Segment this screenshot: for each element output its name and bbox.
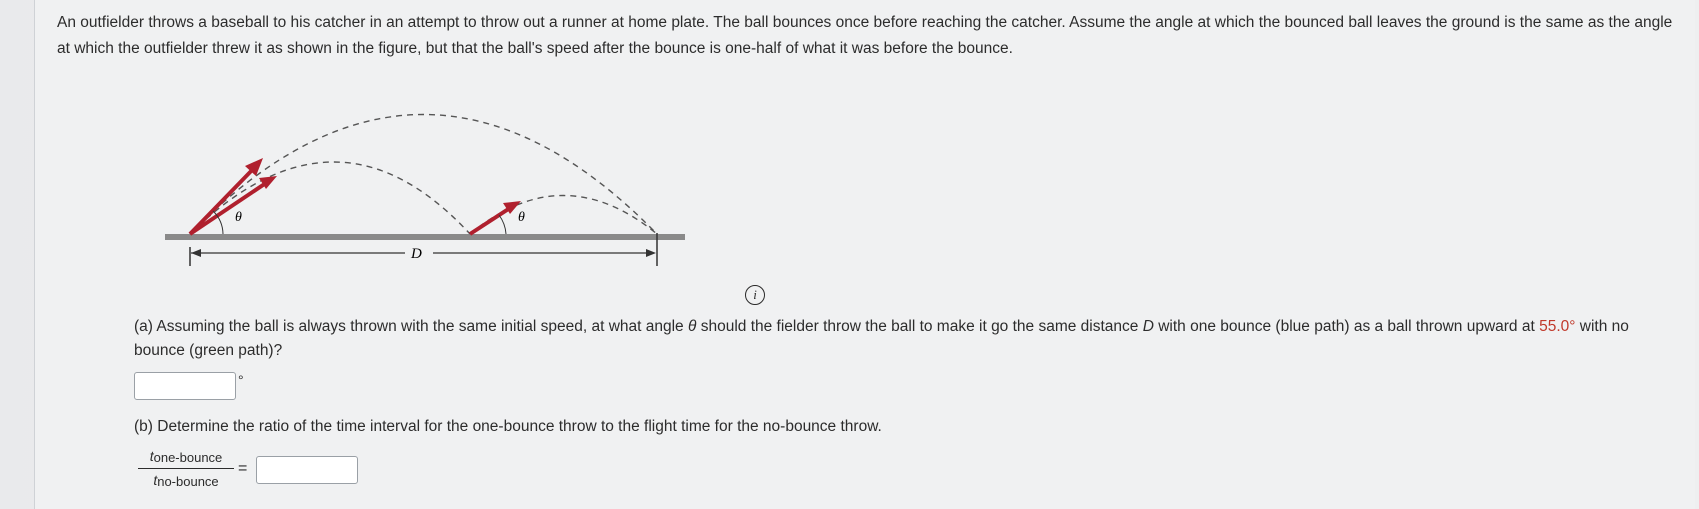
distance-label: D <box>411 246 422 262</box>
part-a-unit: ° <box>238 372 244 388</box>
distance-arrowhead-right <box>646 249 656 257</box>
numerator-subscript: one-bounce <box>153 450 223 465</box>
equals-sign: = <box>238 460 248 477</box>
part-b-answer-input[interactable] <box>256 456 358 484</box>
part-a-angle-value: 55.0° <box>1539 318 1576 335</box>
trajectory-diagram <box>165 70 785 300</box>
part-a-question <box>134 315 1674 363</box>
denominator-subscript: no-bounce <box>157 474 219 489</box>
bounce-velocity <box>470 206 513 234</box>
launch-angle-label: θ <box>235 210 242 225</box>
fraction-numerator <box>138 448 234 469</box>
part-a-text-before: (a) Assuming the ball is always thrown with the same initial speed, at what angle <box>134 318 688 335</box>
info-icon[interactable] <box>745 285 765 305</box>
part-a-answer-input[interactable] <box>134 372 236 400</box>
part-a-text-mid: should the fielder throw the ball to make it go the same distance <box>696 318 1143 335</box>
part-a-text-after: with one bounce (blue path) as a ball thrown upward at <box>1153 318 1540 335</box>
distance-arrowhead-left <box>191 249 201 257</box>
denominator-t: t <box>153 472 158 488</box>
no-bounce-path <box>190 115 657 235</box>
trajectory-figure <box>165 70 785 300</box>
numerator-t: t <box>149 448 154 464</box>
bounce-angle-label: θ <box>518 210 525 225</box>
problem-statement: An outfielder throws a baseball to his catcher in an attempt to throw out a runner at home plate. The ball bounces once before reaching the catcher. Assume the angle at which the bounced ball leaves the ground is the same as the angle at which the outfielder threw it as shown in the figure, but that the ball's speed after the bounce is one-half of what it was before the bounce. <box>57 14 1673 57</box>
part-a-text-end: with no bounce (green path)? <box>134 318 1629 359</box>
part-b-question: (b) Determine the ratio of the time interval for the one-bounce throw to the flight time for the no-bounce throw. <box>134 418 882 435</box>
info-icon-glyph: i <box>753 287 757 302</box>
ground <box>165 234 685 240</box>
part-a-theta: θ <box>687 318 697 335</box>
launch-velocity-steep <box>190 165 257 234</box>
time-ratio-fraction <box>138 448 234 489</box>
launch-velocity-shallow <box>190 181 269 234</box>
bounce-path-first-arc <box>190 162 470 234</box>
fraction-denominator <box>138 469 234 489</box>
part-a-distance: D <box>1142 318 1154 335</box>
bounce-angle-arc <box>499 215 506 234</box>
